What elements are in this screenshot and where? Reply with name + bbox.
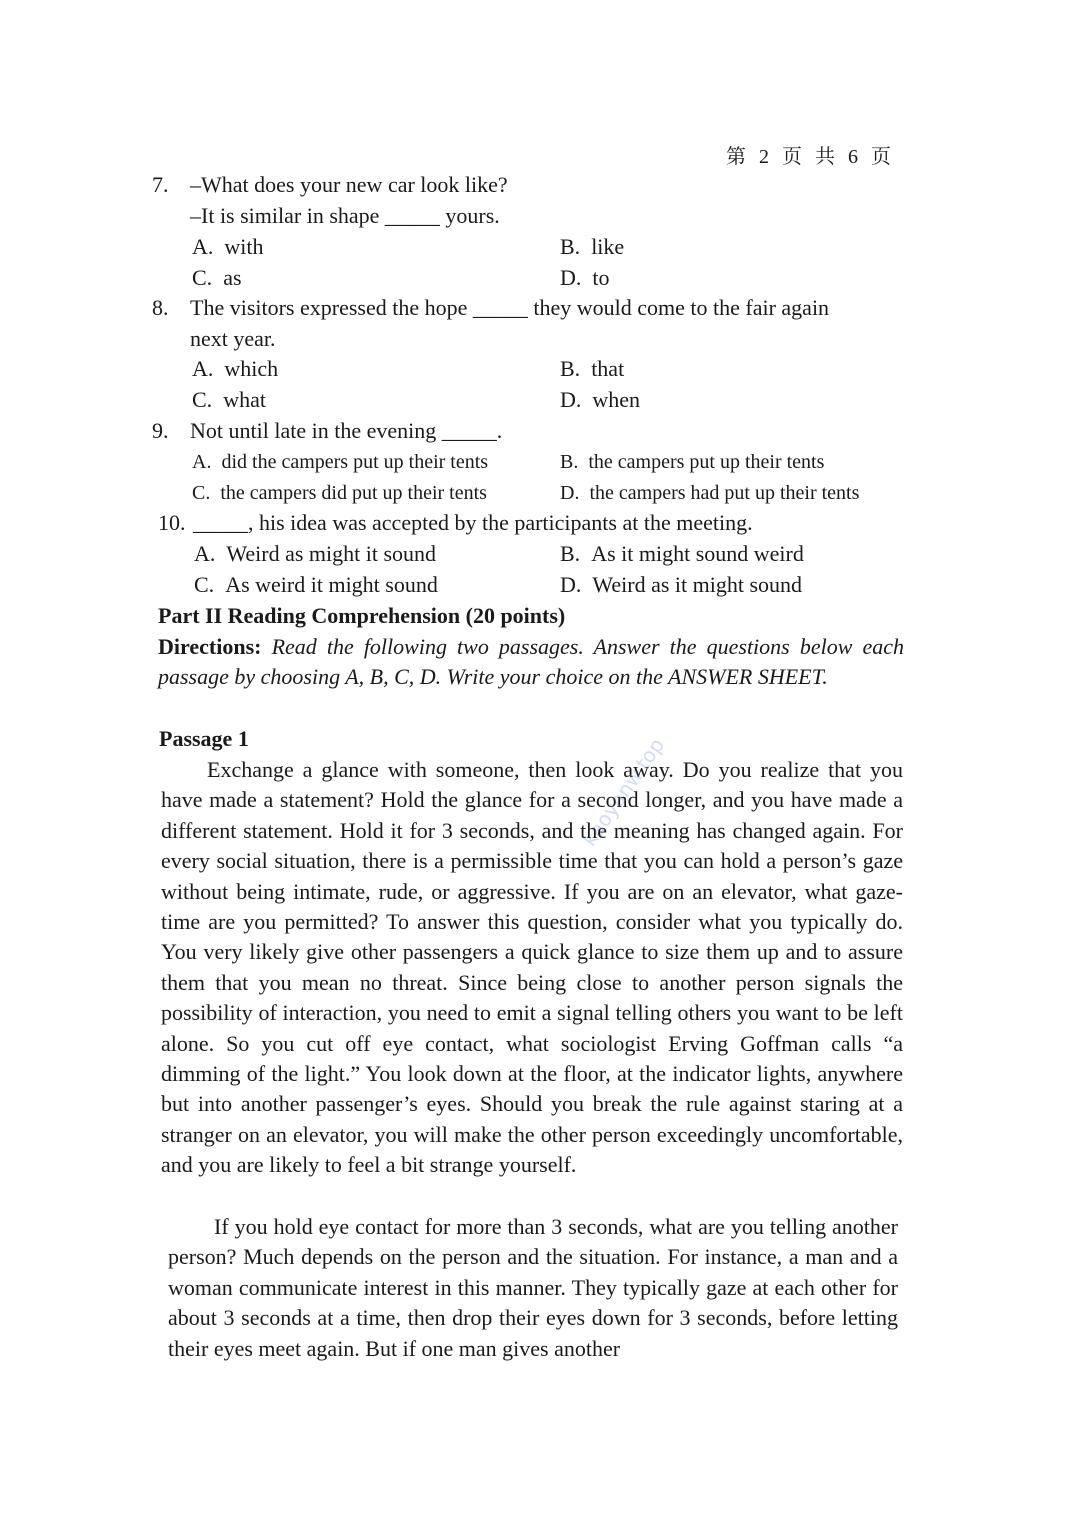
- option-d: D. when: [560, 387, 641, 412]
- option-a: A. did the campers put up their tents: [192, 451, 489, 473]
- directions-text: Read the following two passages. Answer the questions below each passage by choosing A, B, C, D. Write your choice on the ANSWER SHEET.: [158, 634, 904, 690]
- question-number: 10.: [158, 510, 186, 535]
- option-a: A. which: [192, 356, 279, 381]
- passage-title: Passage 1: [159, 726, 249, 751]
- question-stem: _____, his idea was accepted by the participants at the meeting.: [193, 510, 753, 535]
- section-heading: Part II Reading Comprehension (20 points): [158, 603, 566, 628]
- question-stem: –It is similar in shape _____ yours.: [190, 203, 500, 228]
- passage-paragraph-2: If you hold eye contact for more than 3 seconds, what are you telling another person? Much depends on the person and the situation. For instance, a man and a woman communicate interest in this manner. They typically gaze at each other for about 3 seconds at a time, then drop their eyes down for 3 seconds, before letting their eyes meet again. But if one man gives another: [168, 1214, 898, 1361]
- question-stem: –What does your new car look like?: [190, 172, 508, 197]
- directions-label: Directions:: [158, 634, 262, 659]
- question-stem: Not until late in the evening _____.: [190, 418, 503, 443]
- watermark: kaoyanw.top: [577, 733, 670, 851]
- option-b: B. the campers put up their tents: [560, 451, 825, 473]
- directions: [158, 632, 904, 693]
- option-b: B. As it might sound weird: [560, 541, 804, 566]
- option-c: C. as: [192, 265, 242, 290]
- option-b: B. like: [560, 234, 625, 259]
- page-number: 第 2 页 共 6 页: [726, 146, 893, 168]
- question-number: 7.: [152, 172, 169, 197]
- option-c: C. the campers did put up their tents: [192, 482, 487, 504]
- option-d: D. Weird as it might sound: [560, 572, 803, 597]
- option-c: C. what: [192, 387, 266, 412]
- option-d: D. the campers had put up their tents: [560, 482, 860, 504]
- option-b: B. that: [560, 356, 625, 381]
- option-c: C. As weird it might sound: [194, 572, 438, 597]
- option-d: D. to: [560, 265, 610, 290]
- question-stem: The visitors expressed the hope _____ they would come to the fair again: [190, 295, 830, 320]
- option-a: A. Weird as might it sound: [194, 541, 437, 566]
- question-number: 9.: [152, 418, 169, 443]
- question-stem: next year.: [190, 326, 276, 351]
- option-a: A. with: [192, 234, 264, 259]
- passage-paragraph-1: Exchange a glance with someone, then look away. Do you realize that you have made a statement? Hold the glance for a second longer, and you have made a different statement. Hold it for 3 seconds, and the meaning has changed again. For every social situation, there is a permissible time that you can hold a person’s gaze without being intimate, rude, or aggressive. If you are on an elevator, what gaze-time are you permitted? To answer this question, consider what you typically do. You very likely give other passengers a quick glance to size them up and to assure them that you mean no threat. Since being close to another person signals the possibility of interaction, you need to emit a signal telling others you want to be left alone. So you cut off eye contact, what sociologist Erving Goffman calls “a dimming of the light.” You look down at the floor, at the indicator lights, anywhere but into another passenger’s eyes. Should you break the rule against staring at a stranger on an elevator, you will make the other person exceedingly uncomfortable, and you are likely to feel a bit strange yourself.: [161, 757, 903, 1178]
- question-number: 8.: [152, 295, 169, 320]
